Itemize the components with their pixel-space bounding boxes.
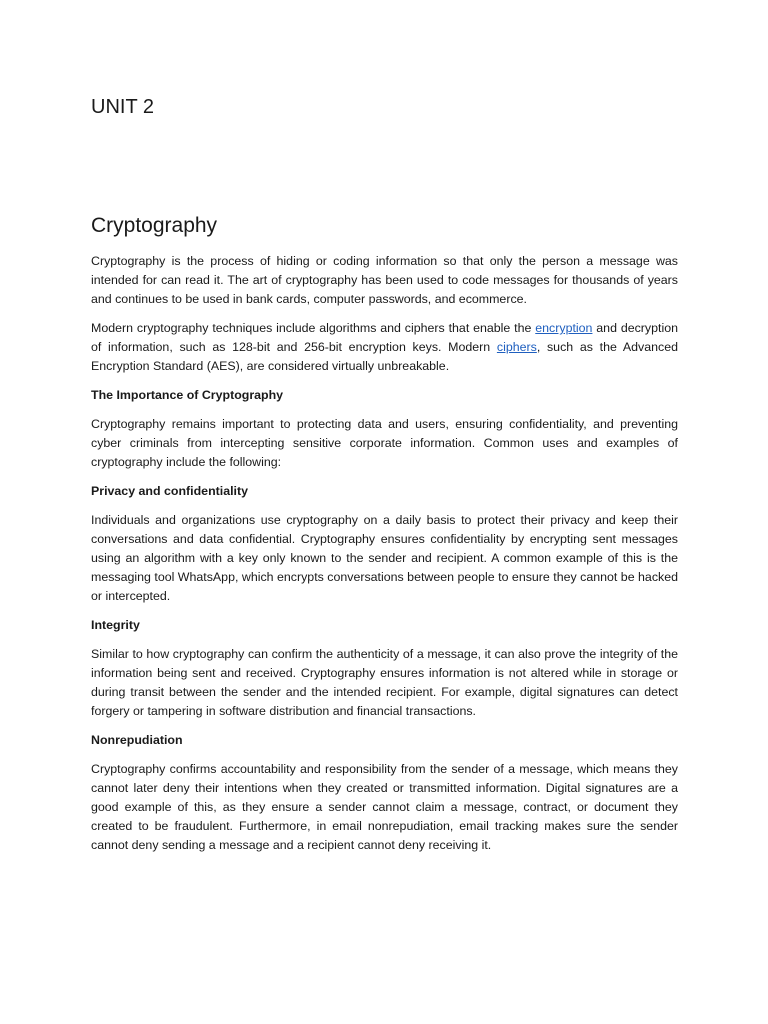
modern-text-part-1: Modern cryptography techniques include algorithms and ciphers that enable the (91, 321, 536, 335)
section-heading-privacy: Privacy and confidentiality (91, 484, 248, 498)
encryption-link[interactable]: encryption (535, 321, 593, 335)
unit-heading: UNIT 2 (91, 96, 154, 118)
intro-paragraph: Cryptography is the process of hiding or coding information so that only the person a message was intended for can read it. The art of cryptography has been used to code messages for thousands of years and continues to be used in bank cards, computer passwords, and ecommerce. (91, 254, 678, 306)
page-title: Cryptography (91, 214, 218, 237)
section-body-integrity: Similar to how cryptography can confirm the authenticity of a message, it can also prove the integrity of the information being sent and received. Cryptography ensures information is not altered while in storage or during transit between the sender and the intended recipient. For example, digital signatures can detect forgery or tampering in software distribution and financial transactions. (91, 647, 678, 718)
modern-cryptography-paragraph (91, 319, 678, 376)
ciphers-link[interactable]: ciphers (496, 340, 537, 354)
modern-text-part-3: , such as the Advanced Encryption Standard (AES), are considered virtually unbreakable. (91, 340, 678, 373)
section-body-importance: Cryptography remains important to protecting data and users, ensuring confidentiality, and preventing cyber criminals from intercepting sensitive corporate information. Common uses and examples of cryptography include the following: (91, 417, 678, 469)
section-body-nonrepudiation: Cryptography confirms accountability and responsibility from the sender of a message, which means they cannot later deny their intentions when they created or transmitted information. Digital signatures are a good example of this, as they ensure a sender cannot claim a message, contract, or document they created to be fraudulent. Furthermore, in email nonrepudiation, email tracking makes sure the sender cannot deny sending a message and a recipient cannot deny receiving it. (91, 762, 678, 852)
document-content (91, 94, 678, 865)
section-heading-importance: The Importance of Cryptography (91, 388, 284, 402)
section-heading-integrity: Integrity (91, 618, 140, 632)
section-body-privacy: Individuals and organizations use cryptography on a daily basis to protect their privacy and keep their conversations and data confidential. Cryptography ensures confidentiality by encrypting sent messages using an algorithm with a key only known to the sender and recipient. A common example of this is the messaging tool WhatsApp, which encrypts conversations between people to ensure they cannot be hacked or intercepted. (91, 513, 678, 603)
modern-text-part-2: and decryption of information, such as 128-bit and 256-bit encryption keys. Modern (91, 321, 678, 354)
section-heading-nonrepudiation: Nonrepudiation (91, 733, 183, 747)
